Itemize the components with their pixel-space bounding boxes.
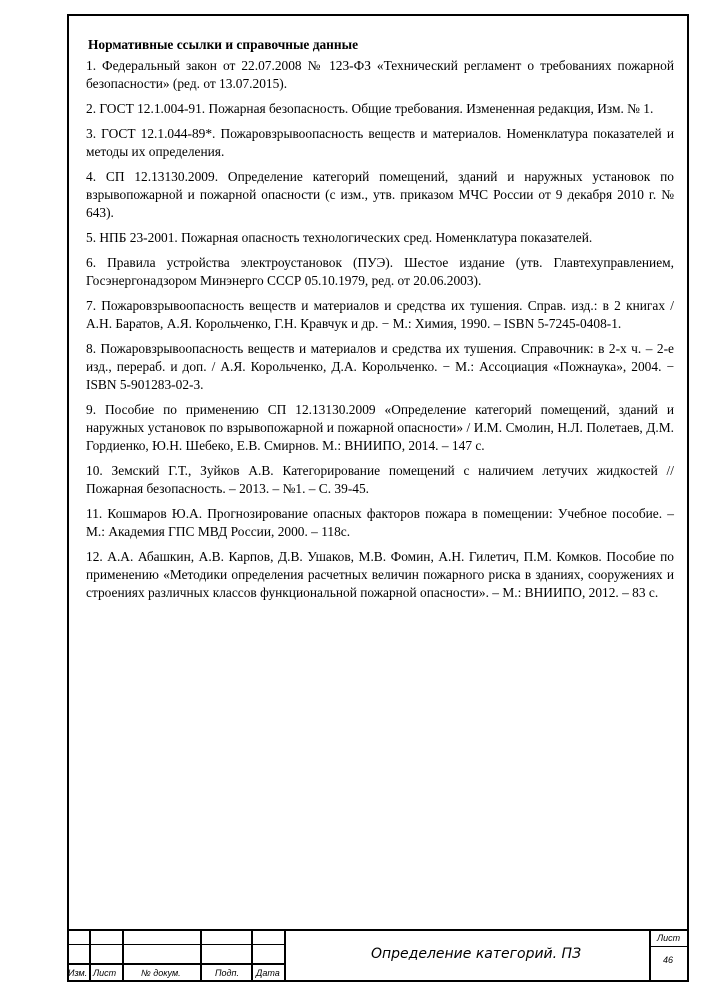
stamp-label-list: Лист xyxy=(93,968,117,978)
stamp-col-line xyxy=(89,929,91,982)
section-heading: Нормативные ссылки и справочные данные xyxy=(88,37,359,52)
reference-item: 8. Пожаровзрывоопасность веществ и материалов и средства их тушения. Справочник: в 2-х ч. – 2-е изд., перераб. и доп. / А.Я. Корольченко, Д.А. Корольченко. − М.: Ассоциация «Пожнаука», 2004. − ISBN 5-901283-02-3. xyxy=(86,341,674,392)
page-number: 46 xyxy=(662,955,673,965)
stamp-label-izm: Изм. xyxy=(68,968,88,978)
reference-item: 4. СП 12.13130.2009. Определение категорий помещений, зданий и наружных установок по взрывопожарной и пожарной опасности (с изм., утв. приказом МЧС России от 9 декабря 2010 г. № 643). xyxy=(86,169,674,220)
stamp-col-line xyxy=(284,929,286,982)
stamp-top-border xyxy=(67,929,689,931)
reference-item: 6. Правила устройства электроустановок (ПУЭ). Шестое издание (утв. Главтехуправлением, Госэнергонадзором Минэнерго СССР 05.10.1979, ред. от 20.06.2003). xyxy=(86,255,674,288)
reference-item: 5. НПБ 23-2001. Пожарная опасность технологических сред. Номенклатура показателей. xyxy=(86,230,593,245)
title-block xyxy=(67,929,689,982)
document-body xyxy=(86,36,674,609)
stamp-label-podp: Подп. xyxy=(215,968,239,978)
reference-item: 11. Кошмаров Ю.А. Прогнозирование опасных факторов пожара в помещении: Учебное пособие. – М.: Академия ГПС МВД России, 2000. – 118с. xyxy=(86,506,674,539)
reference-item: 7. Пожаровзрывоопасность веществ и материалов и средства их тушения. Справ. изд.: в 2 книгах / А.Н. Баратов, А.Я. Корольченко, Г.Н. Кравчук и др. − М.: Химия, 1990. – ISBN 5-7245-0408-1. xyxy=(86,298,674,331)
reference-item: 2. ГОСТ 12.1.004-91. Пожарная безопасность. Общие требования. Измененная редакция, Изм. № 1. xyxy=(86,101,654,116)
reference-item: 3. ГОСТ 12.1.044-89*. Пожаровзрывоопасность веществ и материалов. Номенклатура показателей и методы их определения. xyxy=(86,126,674,159)
stamp-col-line xyxy=(200,929,202,982)
stamp-col-line xyxy=(251,929,253,982)
reference-item: 12. А.А. Абашкин, А.В. Карпов, Д.В. Ушаков, М.В. Фомин, А.Н. Гилетич, П.М. Комков. Пособие по применению «Методики определения расчетных величин пожарного риска в зданиях, сооружениях и строениях различных классов функциональной пожарной опасности». – М.: ВНИИПО, 2012. – 83 с. xyxy=(86,549,674,600)
reference-item: 9. Пособие по применению СП 12.13130.2009 «Определение категорий помещений, зданий и наружных установок по взрывопожарной и пожарной опасности» / И.М. Смолин, Н.Л. Полетаев, Д.М. Гордиенко, Ю.Н. Шебеко, Е.В. Смирнов. М.: ВНИИПО, 2014. – 147 с. xyxy=(86,402,674,453)
stamp-label-doc-num: № докум. xyxy=(141,968,181,978)
reference-item: 10. Земский Г.Т., Зуйков А.В. Категорирование помещений с наличием летучих жидкостей // Пожарная безопасность. – 2013. – №1. – С. 39-45. xyxy=(86,463,674,496)
stamp-label-data: Дата xyxy=(256,968,280,978)
reference-item: 1. Федеральный закон от 22.07.2008 № 123-ФЗ «Технический регламент о требованиях пожарной безопасности» (ред. от 13.07.2015). xyxy=(86,58,674,91)
stamp-sheet-divider xyxy=(650,946,689,947)
stamp-col-line xyxy=(122,929,124,982)
document-title: Определение категорий. ПЗ xyxy=(371,946,582,962)
sheet-label: Лист xyxy=(657,933,681,943)
